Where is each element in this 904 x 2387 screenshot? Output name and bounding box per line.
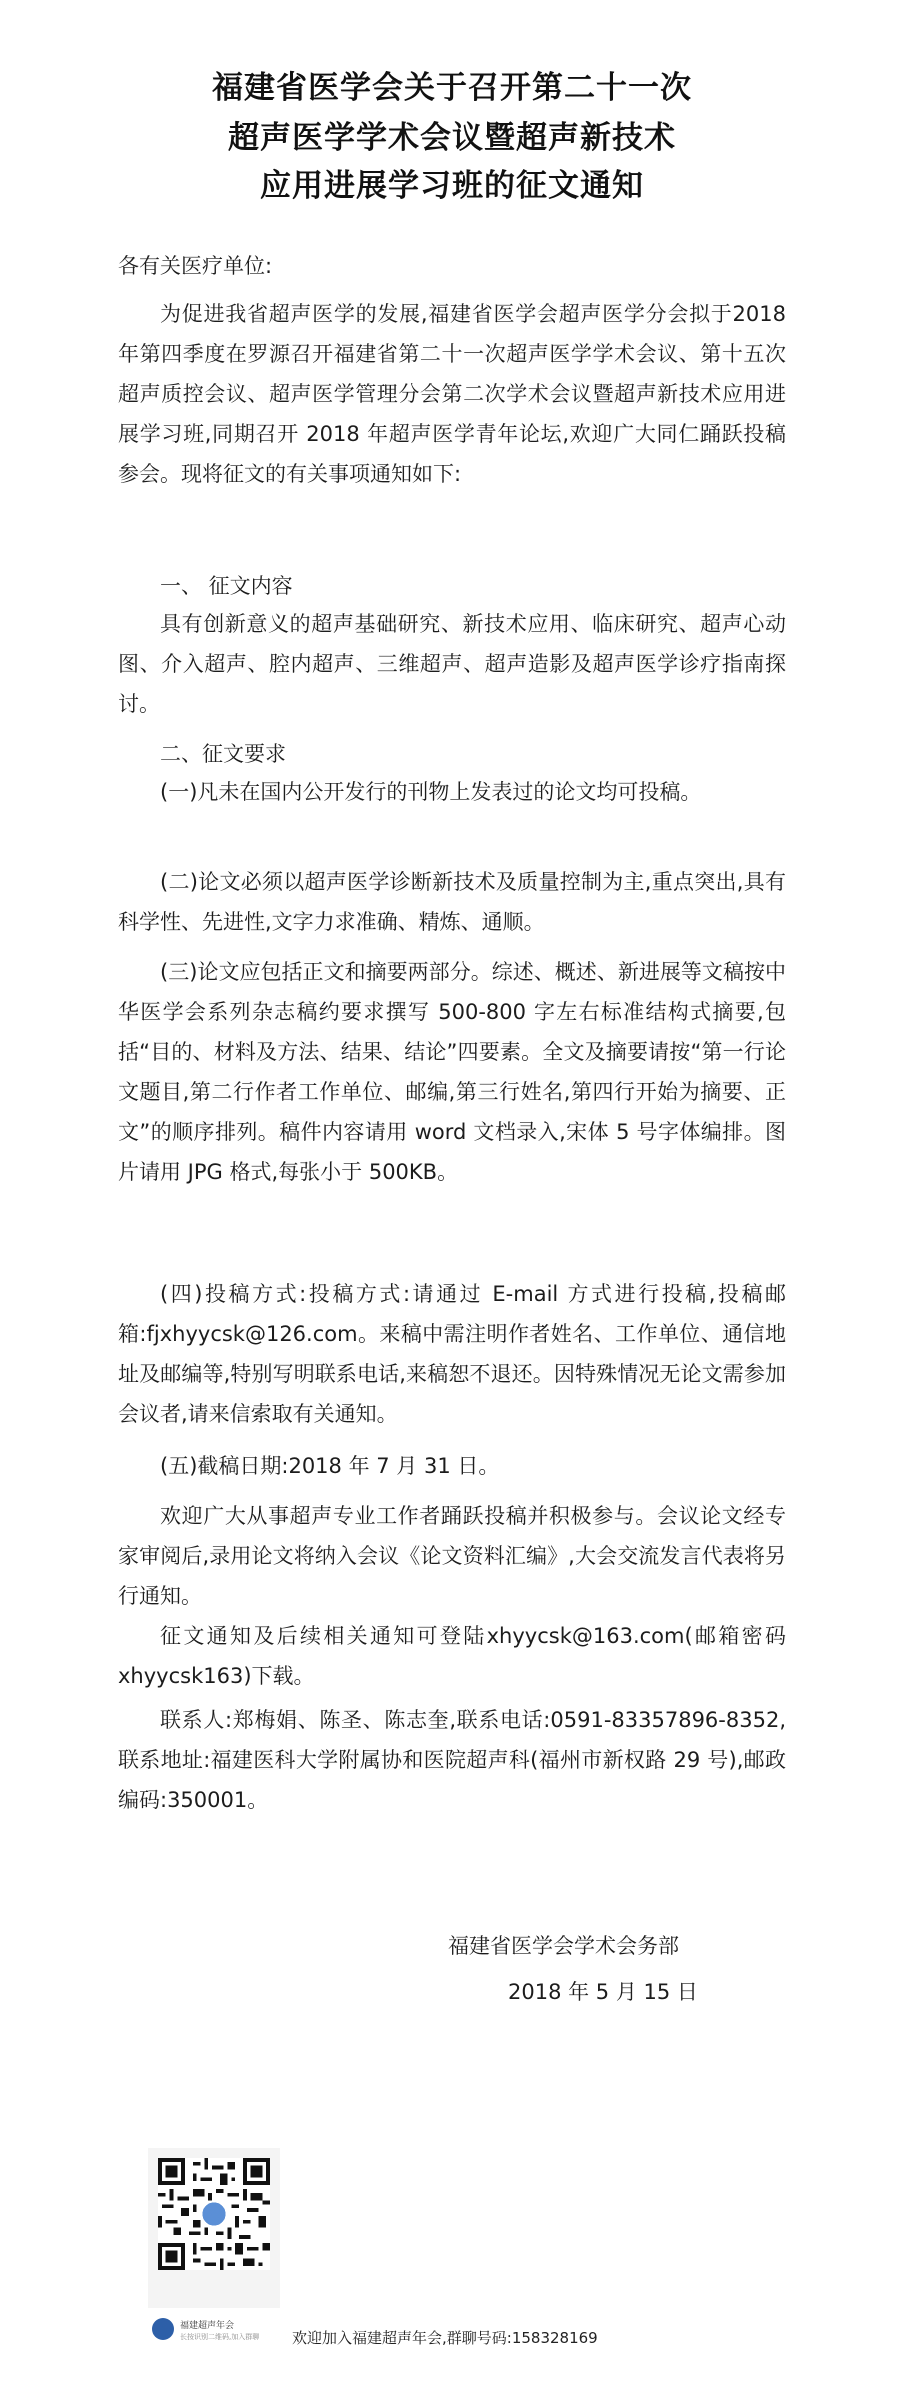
section-1-heading: 一、 征文内容 bbox=[160, 574, 293, 598]
closing-paragraph-2: 征文通知及后续相关通知可登陆xhyycsk@163.com(邮箱密码 xhyycsk163)下载。 bbox=[118, 1624, 793, 1688]
section-1-body: 具有创新意义的超声基础研究、新技术应用、临床研究、超声心动图、介入超声、腔内超声、三维超声、超声造影及超声医学诊疗指南探讨。 bbox=[118, 612, 786, 716]
closing-paragraph-1: 欢迎广大从事超声专业工作者踊跃投稿并积极参与。会议论文经专家审阅后,录用论文将纳入会议《论文资料汇编》,大会交流发言代表将另行通知。 bbox=[118, 1504, 786, 1608]
footer-brand-name: 福建超声年会 bbox=[180, 2321, 235, 2331]
title-line-2: 超声医学学术会议暨超声新技术 bbox=[228, 120, 676, 156]
requirement-item-4: (四)投稿方式:投稿方式:请通过 E-mail 方式进行投稿,投稿邮箱:fjxhyycsk@126.com。来稿中需注明作者姓名、工作单位、通信地址及邮编等,特别写明联系电话,来稿恕不退还。因特殊情况无论文需参加会议者,请来信索取有关通知。 bbox=[118, 1282, 786, 1426]
signature-date: 2018 年 5 月 15 日 bbox=[508, 1980, 698, 2004]
requirement-item-2: (二)论文必须以超声医学诊断新技术及质量控制为主,重点突出,具有科学性、先进性,文字力求准确、精炼、通顺。 bbox=[118, 870, 786, 934]
requirement-item-3: (三)论文应包括正文和摘要两部分。综述、概述、新进展等文稿按中华医学会系列杂志稿约要求撰写 500-800 字左右标准结构式摘要,包括“目的、材料及方法、结果、结论”四要素。全文及摘要请按“第一行论文题目,第二行作者工作单位、邮编,第三行姓名,第四行开始为摘要、正文”的顺序排列。稿件内容请用 word 文档录入,宋体 5 号字体编排。图片请用 JPG 格式,每张小于 500KB。 bbox=[118, 960, 786, 1184]
closing-paragraph-3: 联系人:郑梅娟、陈圣、陈志奎,联系电话:0591-83357896-8352,联系地址:福建医科大学附属协和医院超声科(福州市新权路 29 号),邮政编码:350001。 bbox=[118, 1708, 786, 1812]
salutation: 各有关医疗单位: bbox=[118, 254, 273, 278]
intro-paragraph: 为促进我省超声医学的发展,福建省医学会超声医学分会拟于2018年第四季度在罗源召开福建省第二十一次超声医学学术会议、第十五次超声质控会议、超声医学管理分会第二次学术会议暨超声新技术应用进展学习班,同期召开 2018 年超声医学青年论坛,欢迎广大同仁踊跃投稿参会。现将征文的有关事项通知如下: bbox=[118, 302, 786, 486]
footer-join-text: 欢迎加入福建超声年会,群聊号码:158328169 bbox=[292, 2329, 598, 2347]
footer-brand-subtitle: 长按识别二维码,加入群聊 bbox=[180, 2333, 260, 2341]
section-2-heading: 二、征文要求 bbox=[160, 742, 286, 766]
requirement-item-1: (一)凡未在国内公开发行的刊物上发表过的论文均可投稿。 bbox=[160, 780, 702, 804]
brand-logo-icon bbox=[152, 2318, 174, 2340]
title-line-1: 福建省医学会关于召开第二十一次 bbox=[212, 70, 692, 106]
signature-org: 福建省医学会学术会务部 bbox=[448, 1934, 679, 1958]
title-line-3: 应用进展学习班的征文通知 bbox=[260, 168, 644, 204]
requirement-item-5: (五)截稿日期:2018 年 7 月 31 日。 bbox=[160, 1454, 500, 1478]
qr-code-card bbox=[148, 2148, 280, 2308]
qr-code-icon bbox=[158, 2158, 270, 2270]
